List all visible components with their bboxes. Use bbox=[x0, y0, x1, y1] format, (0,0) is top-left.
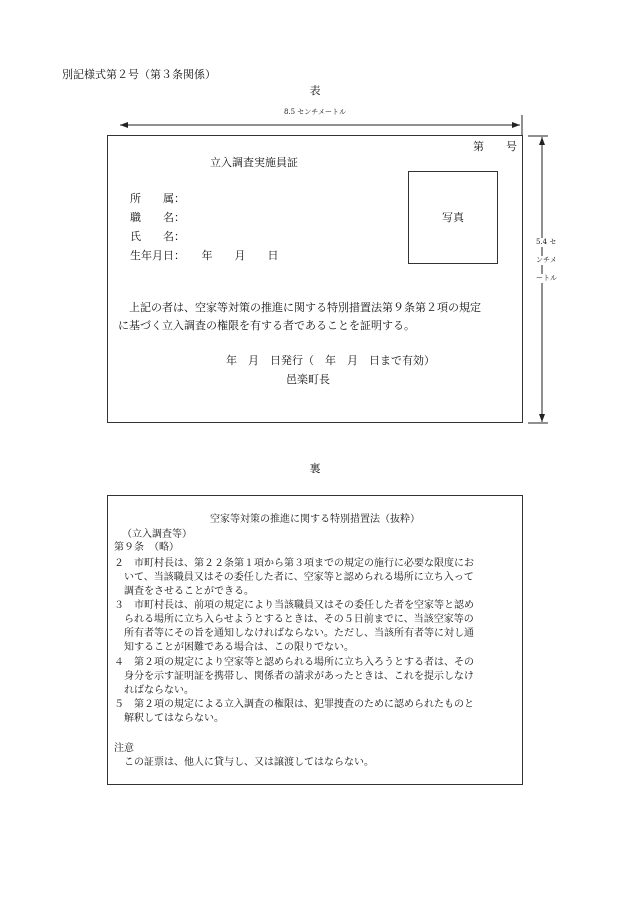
law-line: 所有者等にその旨を通知しなければならない。ただし、当該所有者等に対し通 bbox=[114, 628, 474, 639]
form-label: 別記様式第２号（第３条関係） bbox=[62, 68, 216, 81]
height-dimension-label-1: 5.4 セ bbox=[536, 238, 557, 246]
card-number-label: 第 号 bbox=[473, 140, 517, 153]
issue-line: 年 月 日発行（ 年 月 日まで有効） bbox=[226, 354, 435, 367]
field-label: 所 属： bbox=[130, 192, 185, 205]
note-text: この証票は、他人に貸与し、又は譲渡してはならない。 bbox=[114, 757, 374, 768]
height-arrow-bottom-head bbox=[539, 414, 545, 422]
front-title: 表 bbox=[309, 84, 321, 97]
law-line: ればならない。 bbox=[114, 685, 194, 696]
statement-line-1: 上記の者は、空家等対策の推進に関する特別措置法第９条第２項の規定 bbox=[118, 301, 481, 314]
field-row-name bbox=[130, 230, 279, 249]
law-line: いて、当該職員又はその委任した者に、空家等と認められる場所に立ち入って bbox=[114, 572, 474, 583]
width-arrow-right-head bbox=[512, 122, 520, 128]
issuer: 邑楽町長 bbox=[286, 373, 330, 386]
law-line: ３ 市町村長は、前項の規定により当該職員又はその委任した者を空家等と認め bbox=[114, 600, 474, 611]
section-title: （立入調査等） bbox=[122, 529, 192, 540]
field-value: 年 月 日 bbox=[179, 249, 279, 262]
height-dimension-label-2: ンチメ bbox=[536, 256, 557, 264]
width-dimension-label: 8.5 センチメートル bbox=[283, 108, 347, 116]
law-line: 調査をさせることができる。 bbox=[114, 586, 254, 597]
law-line: ２ 市町村長は、第２２条第１項から第３項までの規定の施行に必要な限度にお bbox=[114, 558, 474, 569]
law-line: 身分を示す証明証を携帯し、関係者の請求があったときは、これを提示しなけ bbox=[114, 671, 474, 682]
law-line: 知することが困難である場合は、この限りでない。 bbox=[114, 642, 354, 653]
card-fields bbox=[130, 192, 279, 268]
photo-box bbox=[408, 171, 498, 264]
field-row-title bbox=[130, 211, 279, 230]
law-line: られる場所に立ち入らせようとするときは、その５日前までに、当該空家等の bbox=[114, 614, 474, 625]
field-label: 生年月日： bbox=[130, 249, 180, 262]
note-title: 注意 bbox=[114, 743, 134, 754]
back-title: 裏 bbox=[309, 462, 321, 475]
card-title: 立入調査実施員証 bbox=[210, 156, 298, 169]
law-line: 解釈してはならない。 bbox=[114, 713, 224, 724]
law-title: 空家等対策の推進に関する特別措置法（抜粋） bbox=[210, 514, 420, 525]
law-line: ５ 第２項の規定による立入調査の権限は、犯罪捜査のために認められたものと bbox=[114, 699, 474, 710]
height-arrow-top-head bbox=[539, 137, 545, 145]
front-card bbox=[107, 135, 523, 423]
field-row-affiliation bbox=[130, 192, 279, 211]
field-row-birthdate bbox=[130, 249, 279, 268]
law-line: ４ 第２項の規定により空家等と認められる場所に立ち入ろうとする者は、その bbox=[114, 657, 474, 668]
statement-line-2: に基づく立入調査の権限を有する者であることを証明する。 bbox=[118, 319, 415, 332]
back-card bbox=[107, 495, 523, 785]
field-label: 氏 名： bbox=[130, 230, 185, 243]
article-label: 第９条 （略） bbox=[114, 542, 179, 553]
width-arrow-left-head bbox=[120, 122, 128, 128]
height-dimension-label-3: ートル bbox=[536, 274, 557, 282]
field-label: 職 名： bbox=[130, 211, 185, 224]
photo-label: 写真 bbox=[442, 211, 464, 224]
